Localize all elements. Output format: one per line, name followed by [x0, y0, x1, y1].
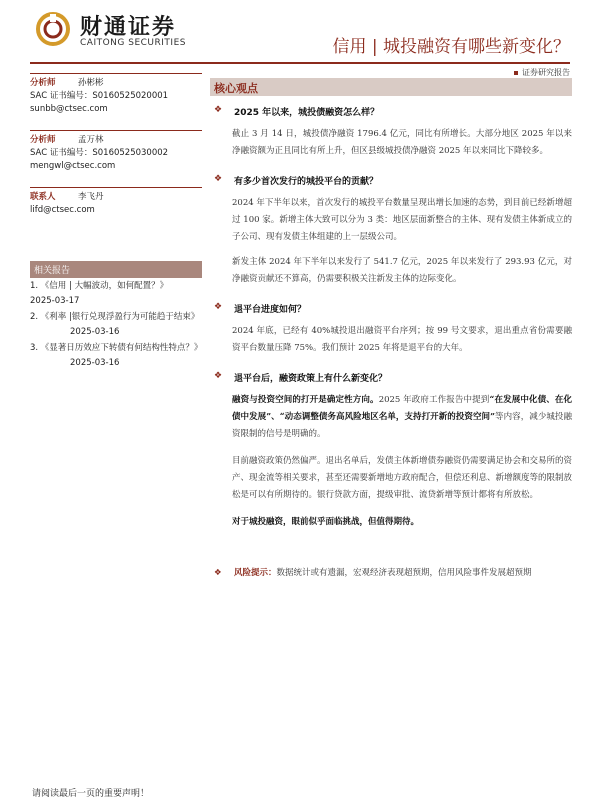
related-report-title[interactable]: 1. 《信用 | 大幅波动，如何配置？》 — [30, 281, 169, 291]
report-title: 信用 | 城投融资有哪些新变化？ — [332, 37, 570, 57]
analyst-card — [30, 130, 202, 173]
core-views-heading: 核心观点 — [210, 78, 572, 96]
analyst-email[interactable]: sunbb@ctsec.com — [30, 104, 108, 114]
section-question — [210, 105, 572, 118]
report-type — [514, 67, 570, 78]
main-content — [210, 78, 572, 582]
contact-card — [30, 187, 202, 217]
related-report-date: 2025-03-16 — [70, 358, 120, 368]
section-question — [210, 302, 572, 315]
paragraph-text: 等内容，减少城投融资限制的信号是明确的。 — [232, 412, 572, 439]
analyst-cert: SAC 证书编号：S0160525020001 — [30, 91, 169, 101]
company-logo-icon — [36, 12, 70, 46]
related-report-item[interactable] — [30, 341, 202, 371]
analyst-cert: SAC 证书编号：S0160525030002 — [30, 148, 169, 158]
analyst-card — [30, 73, 202, 116]
analyst-name: 孙彬彬 — [78, 78, 104, 88]
paragraph — [232, 392, 572, 443]
related-report-item[interactable] — [30, 310, 202, 340]
risk-label: 风险提示： — [234, 568, 277, 578]
section-question — [210, 371, 572, 384]
paragraph: 新发主体 2024 年下半年以来发行了 541.7 亿元，2025 年以来发行了 293.93 亿元，对净融资贡献还不算高，仍需要积极关注新发主体的边际变化。 — [232, 257, 572, 284]
analyst-role: 分析师 — [30, 78, 56, 88]
related-report-date: 2025-03-16 — [70, 327, 120, 337]
analyst-email[interactable]: mengwl@ctsec.com — [30, 161, 116, 171]
related-report-title[interactable]: 3. 《显著日历效应下转债有何结构性特点？》 — [30, 343, 203, 353]
related-report-title[interactable]: 2. 《利率 |银行兑现浮盈行为可能趋于结束》 — [30, 312, 200, 322]
question-text: 退平台进度如何？ — [234, 305, 307, 315]
section-question — [210, 174, 572, 187]
paragraph: 截止 3 月 14 日，城投债净融资 1796.4 亿元，同比有所增长。大部分地区 2025 年以来净融资额为正且同比有所上升，但区县级城投债净融资 2025 年以来同比下降较多。 — [232, 129, 572, 156]
related-reports — [30, 261, 202, 371]
square-bullet-icon — [514, 71, 518, 75]
paragraph: 目前融资政策仍然偏严。退出名单后，发债主体新增债券融资仍需要满足协会和交易所的资产、现金流等相关要求，甚至还需要新增地方政府配合，但偿还利息、新增额度等的限制放松是可以有所期待的。银行贷款方面，提级审批、流贷新增等预计都将有所放松。 — [232, 456, 573, 500]
header-divider — [30, 62, 570, 64]
report-type-label: 证券研究报告 — [522, 68, 570, 77]
question-text: 退平台后，融资政策上有什么新变化？ — [234, 374, 388, 384]
paragraph-text: 2025 年政府工作报告中提到 — [378, 395, 490, 405]
footer-disclaimer: 请阅读最后一页的重要声明！ — [32, 789, 150, 799]
contact-role: 联系人 — [30, 192, 56, 202]
risk-warning — [210, 565, 572, 582]
logo-english: CAITONG SECURITIES — [80, 38, 186, 48]
analyst-role: 分析师 — [30, 135, 56, 145]
risk-text: 数据统计或有遗漏，宏观经济表现超预期，信用风险事件发展超预期 — [276, 568, 532, 578]
paragraph-bold-conclusion: 对于城投融资，眼前似乎面临挑战，但值得期待。 — [232, 517, 420, 527]
related-reports-heading: 相关报告 — [30, 261, 202, 278]
analyst-name: 孟万林 — [78, 135, 104, 145]
paragraph — [232, 514, 572, 531]
diamond-bullet-icon: ❖ — [214, 302, 223, 312]
diamond-bullet-icon: ❖ — [214, 105, 223, 115]
contact-email[interactable]: lifd@ctsec.com — [30, 205, 95, 215]
paragraph: 2024 年底，已经有 40%城投退出融资平台序列；按 99 号文要求，退出重点省份需要融资平台数量压降 75%。我们预计 2025 年将是退平台的大年。 — [232, 326, 572, 353]
related-report-date: 2025-03-17 — [30, 296, 80, 306]
diamond-bullet-icon: ❖ — [214, 174, 223, 184]
left-sidebar — [30, 73, 202, 371]
question-text: 2025 年以来，城投债融资怎么样？ — [234, 108, 380, 118]
paragraph-bold-quote: “在发展中化债、在化债中发展”、“动态调整债务高风险地区名单，支持打开新的投资空间” — [232, 395, 572, 422]
paragraph: 2024 年下半年以来，首次发行的城投平台数量呈现出增长加速的态势，到目前已经新增超过 100 家。新增主体大致可以分为 3 类：地区层面新整合的主体、现有发债主体新成立的子公司、现有发债主体组建的上一层级公司。 — [232, 198, 572, 242]
question-text: 有多少首次发行的城投平台的贡献？ — [234, 177, 379, 187]
diamond-bullet-icon: ❖ — [214, 371, 223, 381]
logo-chinese: 财通证券 — [80, 15, 177, 40]
related-report-item[interactable] — [30, 279, 202, 309]
contact-name: 李飞丹 — [78, 192, 104, 202]
diamond-bullet-icon: ❖ — [214, 568, 222, 578]
risk-text-block — [234, 565, 532, 582]
paragraph-bold-lead: 融资与投资空间的打开是确定性方向。 — [232, 395, 379, 405]
